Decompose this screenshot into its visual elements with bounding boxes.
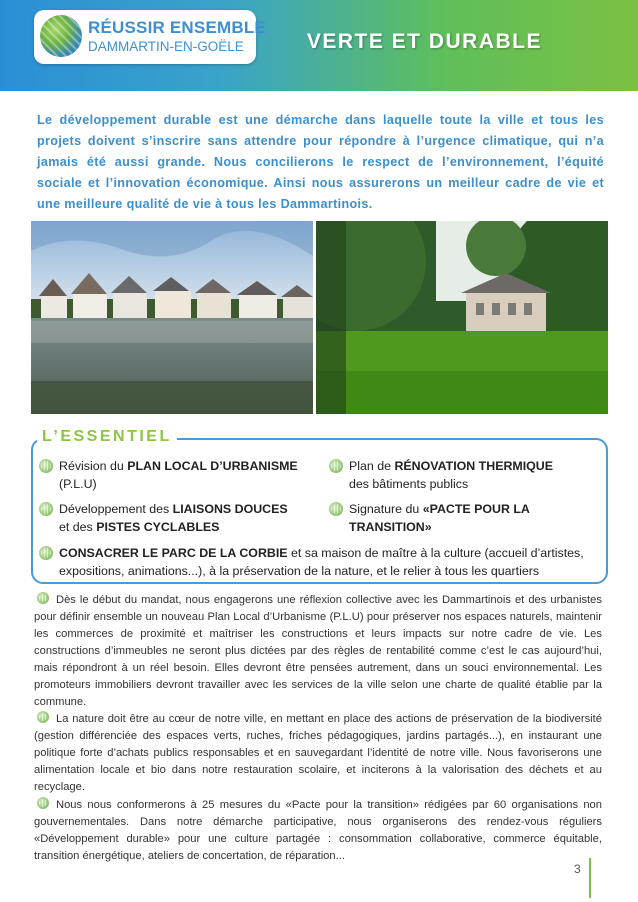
leaf-bullet-icon (329, 459, 343, 473)
item-text: et des (59, 520, 97, 534)
paragraph-text: La nature doit être au cœur de notre ville, en mettant en place des actions de préservation de la biodiversité (gestion différenciée des espaces verts, ruches, friches pédagogiques, jardins partagés...), en instaurant une politique forte d’achats publics responsables et en sauvegardant l’identité de notre ville. Nous favoriserons une alimentation locale et bio dans notre restauration scolaire, et inciterons à la valorisation des déchets et au recyclage. (34, 713, 602, 793)
item-text: et sa maison de maître à la culture (accueil d’artistes, (287, 546, 584, 560)
essentiel-item-renovation (349, 457, 604, 493)
page-divider (589, 858, 591, 898)
item-emphasis: CONSACRER LE PARC DE LA CORBIE (59, 546, 288, 560)
leaf-bullet-icon (37, 592, 49, 604)
essentiel-item-liaisons (59, 500, 327, 536)
item-emphasis: LIAISONS DOUCES (172, 502, 288, 516)
essentiel-title: L’ESSENTIEL (37, 428, 177, 446)
essentiel-item-corbie (59, 544, 609, 580)
item-text: des bâtiments publics (349, 477, 469, 491)
leaf-bullet-icon (39, 546, 53, 560)
page-number: 3 (574, 862, 581, 876)
leaf-bullet-icon (329, 502, 343, 516)
essentiel-box (31, 428, 608, 584)
leaf-bullet-icon (37, 711, 49, 723)
item-text: Plan de (349, 459, 395, 473)
logo-title: RÉUSSIR ENSEMBLE (88, 18, 266, 37)
photo-strip (31, 221, 608, 414)
item-emphasis: PISTES CYCLABLES (96, 520, 220, 534)
paragraph-text: Dès le début du mandat, nous engagerons une réflexion collective avec les Dammartinois et des urbanistes pour définir ensemble un nouveau Plan Local d’Urbanisme (P.L.U) pour préserver nos espaces naturels, maintenir les commerces de proximité et maîtriser les constructions et leurs impacts sur notre cadre de vie. Les constructions d’immeubles ne seront plus dictées par des règles de rentabilité comme c’est le cas aujourd’hui, mais répondront à un réel besoin. Elles devront être pensées autrement, dans un souci environnemental. Les promoteurs immobiliers devront travailler avec les services de la ville selon une charte de qualité établie par la commune. (34, 594, 602, 708)
essentiel-item-pacte (349, 500, 604, 536)
item-emphasis: TRANSITION» (349, 520, 432, 534)
item-text: Révision du (59, 459, 128, 473)
paragraph-nature (34, 711, 602, 796)
lake-houses-photo (31, 221, 313, 414)
logo (34, 10, 266, 64)
logo-subtitle: DAMMARTIN-EN-GOËLE (88, 39, 244, 54)
intro-text: Le développement durable est une démarche dans laquelle toute la ville et tous les projets doivent s’inscrire sans attendre pour répondre à l’urgence climatique, qui n’a jamais été aussi grande. Nous concilierons le respect de l’environnement, l’équité sociale et l’innovation économique. Ainsi nous assurerons un meilleur cadre de vie et une meilleure qualité de vie à tous les Dammartinois. (37, 113, 604, 211)
paragraph-text: Nous nous conformerons à 25 mesures du «Pacte pour la transition» rédigées par 60 organisations non gouvernementales. Dans notre démarche participative, nous organiserons des rendez-vous réguliers «Développement durable» pour une culture partagée : consommation collaborative, commerce équitable, transition énergétique, ateliers de concertation, de réparation... (34, 799, 602, 862)
paragraph-plu (34, 592, 602, 711)
item-emphasis: RÉNOVATION THERMIQUE (394, 459, 554, 473)
item-emphasis: PLAN LOCAL D’URBANISME (127, 459, 298, 473)
essentiel-item-plu (59, 457, 319, 493)
park-manor-photo (316, 221, 608, 414)
header-banner (0, 0, 638, 91)
item-text: expositions, animations...), à la préservation de la nature, et le relier à tous les quartiers (59, 564, 540, 578)
globe-icon (40, 15, 82, 57)
leaf-bullet-icon (39, 459, 53, 473)
leaf-bullet-icon (39, 502, 53, 516)
item-text: Signature du (349, 502, 423, 516)
leaf-bullet-icon (37, 797, 49, 809)
item-emphasis: «PACTE POUR LA (422, 502, 530, 516)
page-title: VERTE ET DURABLE (306, 30, 542, 53)
item-text: (P.L.U) (59, 477, 97, 491)
item-text: Développement des (59, 502, 173, 516)
paragraph-pacte (34, 797, 602, 865)
